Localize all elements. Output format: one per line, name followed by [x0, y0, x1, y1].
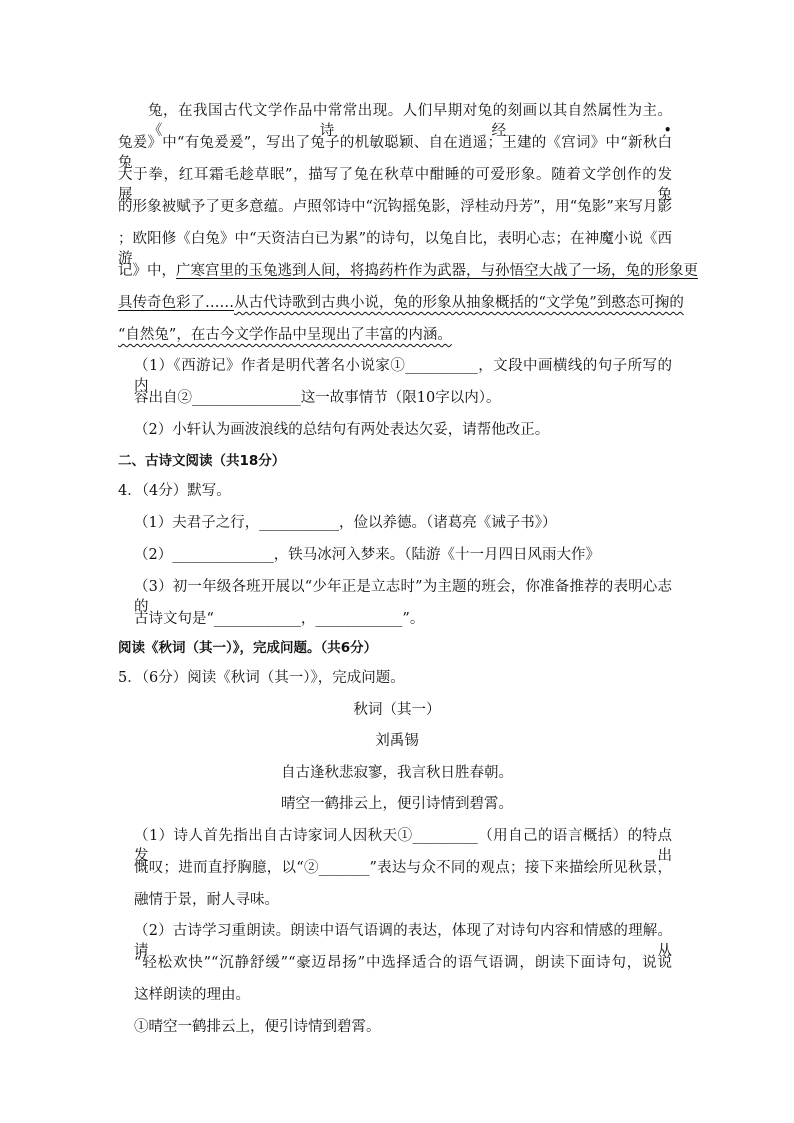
q5-sub2-line1: （2）古诗学习重朗读。朗读中语气语调的表达，体现了对诗句内容和情感的理解。请从: [134, 923, 672, 959]
underlined-sentence: 广寒宫里的玉兔逃到人间，将捣药杵作为武器，与孙悟空大战了一场，兔的形象更: [176, 263, 698, 279]
q5-sub1-line1: （1）诗人首先指出自古诗家词人因秋天①_________（用自己的语言概括）的特点发出: [134, 828, 672, 864]
underlined-sentence-end: 具传奇色彩了……: [118, 295, 234, 311]
wavy-summary-sentence: 从古代诗歌到古典小说，兔的形象从抽象概括的“文学兔”到憨态可掬的: [234, 295, 684, 311]
wavy-summary-sentence-end: “自然兔”，在古今文学作品中呈现出了丰富的内涵。: [118, 327, 452, 343]
q4-sub1: （1）夫君子之行，___________，俭以养德。（诸葛亮《诫子书》）: [134, 515, 557, 531]
poem-author: 刘禹锡: [375, 733, 419, 749]
passage-line-7: [118, 293, 684, 313]
q-passage-sub1-line1: （1）《西游记》作者是明代著名小说家①__________，文段中画横线的句子所写的内: [134, 358, 672, 394]
q-passage-sub1-line2: 容出自②_______________这一故事情节（限10字以内）。: [134, 390, 501, 406]
q4-sub2: （2）______________，铁马冰河入梦来。（陆游《十一月四日风雨大作》: [134, 547, 600, 563]
poem-line-2: 晴空一鹤排云上，便引诗情到碧霄。: [281, 796, 513, 812]
passage-line-1: 兔，在我国古代文学作品中常常出现。人们早期对兔的刻画以其自然属性为主。《诗经•: [148, 103, 672, 139]
passage-line-6-plain: 记》中，: [118, 263, 176, 279]
poem-title: 秋词（其一）: [353, 702, 441, 718]
section-heading: 二、古诗文阅读（共18分）: [118, 453, 286, 469]
passage-line-4: 的形象被赋予了更多意蕴。卢照邻诗中“沉钩摇兔影，浮桂动丹芳”，用“兔影”来写月影: [118, 199, 672, 215]
q5-stem: 5．（6分）阅读《秋词（其一）》，完成问题。: [118, 670, 405, 686]
q5-sub2-line3: 这样朗读的理由。: [134, 987, 250, 1003]
q5-sub1-line3: 融情于景，耐人寻味。: [134, 892, 279, 908]
q4-sub3-line2: 古诗文句是“____________，____________”。: [134, 611, 425, 627]
passage-line-5: ；欧阳修《白兔》中“天资洁白已为累”的诗句，以兔自比，表明心志；在神魔小说《西游: [118, 231, 672, 267]
passage-line-3: 大于拳，红耳霜毛趁草眠”，描写了兔在秋草中酣睡的可爱形象。随着文学创作的发展，兔: [118, 167, 672, 203]
q5-sub1-line2: 慨叹；进而直抒胸臆，以“②_______”表达与众不同的观点；接下来描绘所见秋景，: [134, 860, 672, 876]
reading-heading: 阅读《秋词（其一）》，完成问题。（共6分）: [118, 640, 378, 656]
q4-stem: 4．（4分）默写。: [118, 483, 231, 499]
q5-item-1: ①晴空一鹤排云上，便引诗情到碧霄。: [134, 1019, 381, 1035]
poem-line-1: 自古逢秋悲寂寥，我言秋日胜春朝。: [281, 765, 513, 781]
q-passage-sub2: （2）小轩认为画波浪线的总结句有两处表达欠妥，请帮他改正。: [134, 422, 550, 438]
passage-line-8: [118, 325, 452, 345]
q5-sub2-line2: “轻松欢快”“沉静舒缓”“豪迈昂扬”中选择适合的语气语调，朗读下面诗句，说说: [134, 955, 672, 971]
passage-line-6: [118, 261, 698, 281]
q4-sub3-line1: （3）初一年级各班开展以“少年正是立志时”为主题的班会，你准备推荐的表明心志的: [134, 579, 672, 615]
passage-line-2: 兔爰》中“有兔爰爰”，写出了兔子的机敏聪颖、自在逍遥；王建的《宫词》中“新秋白兔: [118, 135, 672, 171]
